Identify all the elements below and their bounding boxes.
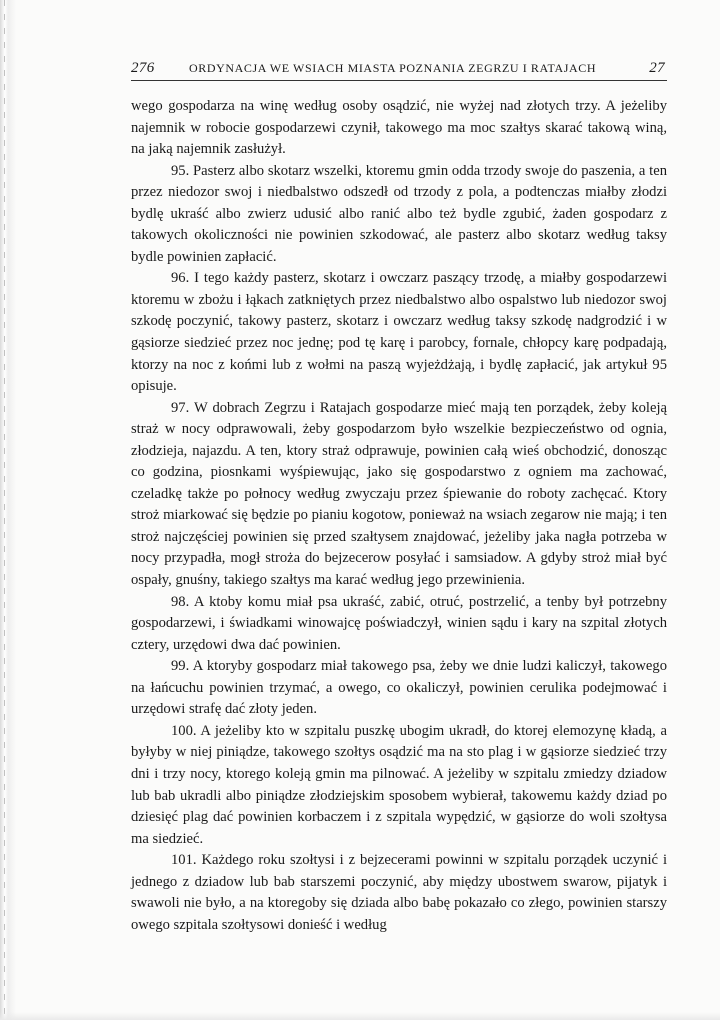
- document-number: 27: [649, 60, 665, 76]
- body-text: [131, 96, 667, 936]
- paragraph-100: 100. A jeżeliby kto w szpitalu puszkę ubogim ukradł, do ktorej elemozynę kładą, a byłyby w niej piniądze, takowego szołtys osądzić ma na sto plag i w gąsiorze siedzieć trzy dni i trzy nocy, ktorego koleją gmin ma pilnować. A jeżeliby w szpitalu zmiedzy dziadow lub bab ukradli albo piniądze złodziejskim sposobem wybierał, takowemu każdy dziad po dziesięć plag dać powinien korbaczem i z szpitala wypędzić, w gąsiorze do woli szołtysa ma siedzieć.: [131, 722, 667, 847]
- paragraph-continuation: wego gospodarza na winę według osoby osądzić, nie wyżej nad złotych trzy. A jeżeliby najemnik w robocie gospodarzewi czynił, takowego ma moc szałtys skarać takową winą, na jaką najemnik zasłużył.: [131, 98, 667, 158]
- page-bottom-shadow: [0, 1012, 720, 1020]
- running-header: [131, 58, 667, 81]
- paragraph-98: 98. A ktoby komu miał psa ukraść, zabić, otruć, postrzelić, a tenby był potrzebny gospodarzewi, i świadkami winowajcę poświadczył, winien sądu i kary na szpital złotych cztery, urzędowi dwa dać powinien.: [131, 593, 667, 653]
- page-number: 276: [131, 60, 155, 76]
- page-binding-edge: [0, 0, 16, 1020]
- paragraph-101: 101. Każdego roku szołtysi i z bejzecerami powinni w szpitalu porządek uczynić i jednego z dziadow lub bab starszemi poczynić, aby między ubostwem swarow, pijatyk i swawoli nie było, a na ktoregoby się dziada albo babę pokazało co złego, powinien starszy owego szpitala szołtysowi donieść i według: [131, 852, 667, 933]
- paragraph-95: 95. Pasterz albo skotarz wszelki, ktoremu gmin odda trzody swoje do paszenia, a ten przez niedozor swoj i niedbalstwo odszedł od trzody z pola, a podtenczas miałby złodzi bydlę ukraść albo zwierz udusić albo ranić albo też bydle zgubić, żaden gospodarz z takowych okoliczności nie powinien szkodować, ale pasterz albo skotarz według taksy bydle powinien zapłacić.: [131, 162, 667, 265]
- paragraph-96: 96. I tego każdy pasterz, skotarz i owczarz paszący trzodę, a miałby gospodarzewi ktoremu w zbożu i łąkach zatkniętych przez niedbalstwo albo ospalstwo lub niedozor swoj szkodę poczynić, takowy pasterz, skotarz i owczarz według taksy szkodę nadgrodzić i w gąsiorze siedzieć przez noc jednę; pod tę karę i parobcy, fornale, chłopcy karę podpadają, ktorzy na noc z końmi lub z wołmi na paszą wyjeżdżają, i bydlę zapłacić, jak artykuł 95 opisuje.: [131, 270, 667, 395]
- paragraph-99: 99. A ktoryby gospodarz miał takowego psa, żeby we dnie ludzi kaliczył, takowego na łańcuchu powinien trzymać, a owego, co okaliczył, powinien cerulika podejmować i urzędowi strafę dać złoty jeden.: [131, 658, 667, 718]
- running-title: ORDYNACJA WE WSIACH MIASTA POZNANIA ZEGRZU I RATAJACH: [189, 61, 597, 75]
- paragraph-97: 97. W dobrach Zegrzu i Ratajach gospodarze mieć mają ten porządek, żeby koleją straż w nocy odprawowali, żeby gospodarzom było wszelkie bezpieczeństwo od ognia, złodzieja, najazdu. A ten, ktory straż odprawuje, powinien całą wieś obchodzić, donosząc co godzina, piosnkami wyśpiewując, jako się gospodarstwo z ogniem ma zachować, czeladkę także po połnocy według zwyczaju przez śpiewanie do roboty zachęcać. Ktory stroż miarkować się będzie po pianiu kogotow, ponieważ na wsiach zegarow nie mają; i ten stroż najczęściej powinien się przed szałtysem znajdować, jeżeliby jaka nagła potrzeba w nocy przypadła, mogł stroża do bejzecerow posyłać i samsiadow. A gdyby stroż miał być ospały, gnuśny, takiego szałtys ma karać według jego przewinienia.: [131, 399, 667, 589]
